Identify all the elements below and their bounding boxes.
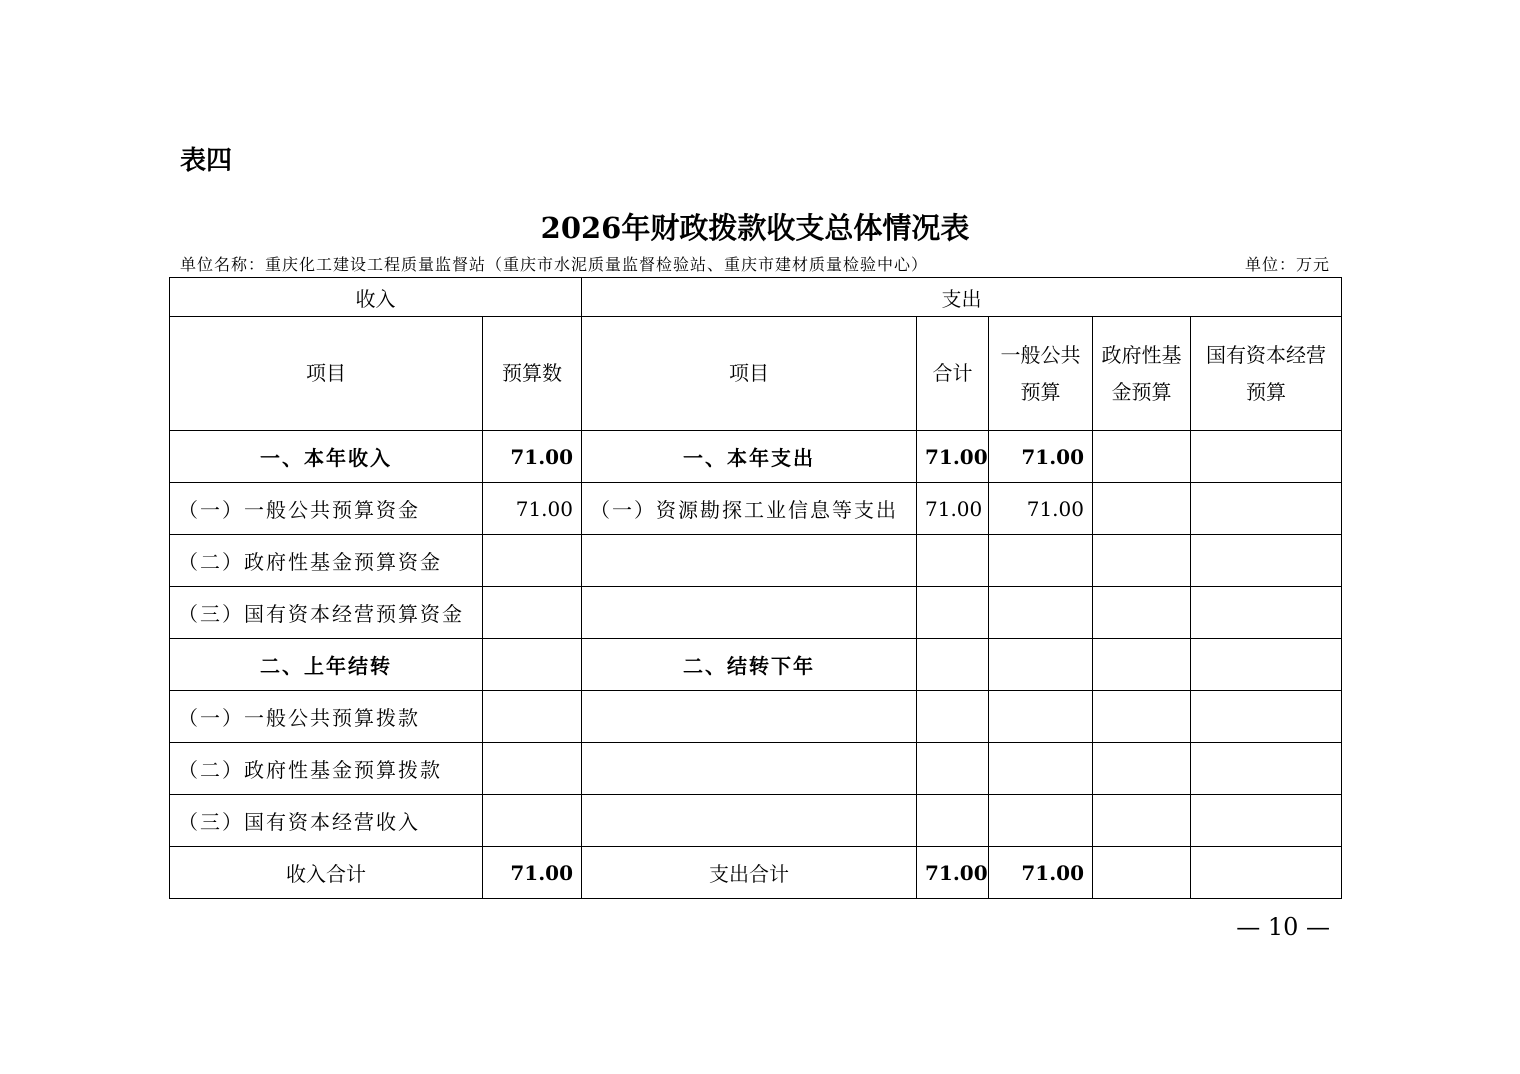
state-capital [1191, 691, 1342, 743]
unit-label: 单位：万元 [1244, 255, 1330, 274]
table-row [170, 535, 1342, 587]
total [917, 691, 989, 743]
expense-item: 二、结转下年 [582, 639, 917, 691]
state-capital [1191, 431, 1342, 483]
gov-fund [1093, 587, 1191, 639]
gov-fund [1093, 639, 1191, 691]
org-label: 单位名称：重庆化工建设工程质量监督站（重庆市水泥质量监督检验站、重庆市建材质量检验中心） [180, 255, 929, 274]
income-budget-header: 预算数 [483, 317, 582, 431]
budget-table [169, 277, 1342, 899]
income-item: （二）政府性基金预算资金 [170, 535, 483, 587]
total [917, 795, 989, 847]
gov-fund [1093, 483, 1191, 535]
gov-fund [1093, 743, 1191, 795]
expense-item: （一）资源勘探工业信息等支出 [582, 483, 917, 535]
table-row [170, 743, 1342, 795]
expense-item [582, 743, 917, 795]
header-row-2 [170, 317, 1342, 431]
state-capital-header: 国有资本经营预算 [1191, 317, 1342, 431]
total: 71.00 [917, 431, 989, 483]
table-row [170, 795, 1342, 847]
general-public-header: 一般公共预算 [989, 317, 1093, 431]
gov-fund [1093, 795, 1191, 847]
document-title: 2026年财政拨款收支总体情况表 [540, 211, 970, 245]
income-budget [483, 795, 582, 847]
general-public: 71.00 [989, 847, 1093, 899]
total-header: 合计 [917, 317, 989, 431]
income-budget: 71.00 [483, 847, 582, 899]
income-budget [483, 639, 582, 691]
general-public [989, 535, 1093, 587]
general-public [989, 587, 1093, 639]
income-item-header: 项目 [170, 317, 483, 431]
table-row [170, 587, 1342, 639]
total [917, 743, 989, 795]
gov-fund-header: 政府性基金预算 [1093, 317, 1191, 431]
table-row [170, 691, 1342, 743]
total [917, 535, 989, 587]
expense-item [582, 795, 917, 847]
general-public [989, 795, 1093, 847]
table-row [170, 639, 1342, 691]
income-item: 二、上年结转 [170, 639, 483, 691]
income-budget: 71.00 [483, 431, 582, 483]
header-row-1 [170, 278, 1342, 317]
general-public [989, 743, 1093, 795]
gov-fund [1093, 431, 1191, 483]
income-header: 收入 [170, 278, 582, 317]
gov-fund [1093, 847, 1191, 899]
total: 71.00 [917, 847, 989, 899]
general-public: 71.00 [989, 431, 1093, 483]
income-item: （一）一般公共预算拨款 [170, 691, 483, 743]
total [917, 639, 989, 691]
income-total-label: 收入合计 [170, 847, 483, 899]
expense-item [582, 691, 917, 743]
gov-fund [1093, 691, 1191, 743]
expense-item [582, 535, 917, 587]
page-number: — 10 — [1236, 913, 1330, 941]
income-item: （二）政府性基金预算拨款 [170, 743, 483, 795]
income-budget [483, 587, 582, 639]
table-row [170, 431, 1342, 483]
expense-header: 支出 [582, 278, 1342, 317]
income-budget [483, 535, 582, 587]
state-capital [1191, 587, 1342, 639]
state-capital [1191, 743, 1342, 795]
gov-fund [1093, 535, 1191, 587]
general-public [989, 639, 1093, 691]
totals-row [170, 847, 1342, 899]
income-item: 一、本年收入 [170, 431, 483, 483]
general-public: 71.00 [989, 483, 1093, 535]
table-row [170, 483, 1342, 535]
expense-item [582, 587, 917, 639]
state-capital [1191, 847, 1342, 899]
total [917, 587, 989, 639]
income-item: （一）一般公共预算资金 [170, 483, 483, 535]
state-capital [1191, 535, 1342, 587]
unit-row [180, 252, 1330, 274]
income-item: （三）国有资本经营收入 [170, 795, 483, 847]
state-capital [1191, 483, 1342, 535]
expense-item-header: 项目 [582, 317, 917, 431]
income-budget [483, 691, 582, 743]
income-item: （三）国有资本经营预算资金 [170, 587, 483, 639]
income-budget: 71.00 [483, 483, 582, 535]
expense-item: 一、本年支出 [582, 431, 917, 483]
state-capital [1191, 795, 1342, 847]
state-capital [1191, 639, 1342, 691]
table-label: 表四 [180, 146, 233, 176]
total: 71.00 [917, 483, 989, 535]
general-public [989, 691, 1093, 743]
income-budget [483, 743, 582, 795]
expense-total-label: 支出合计 [582, 847, 917, 899]
